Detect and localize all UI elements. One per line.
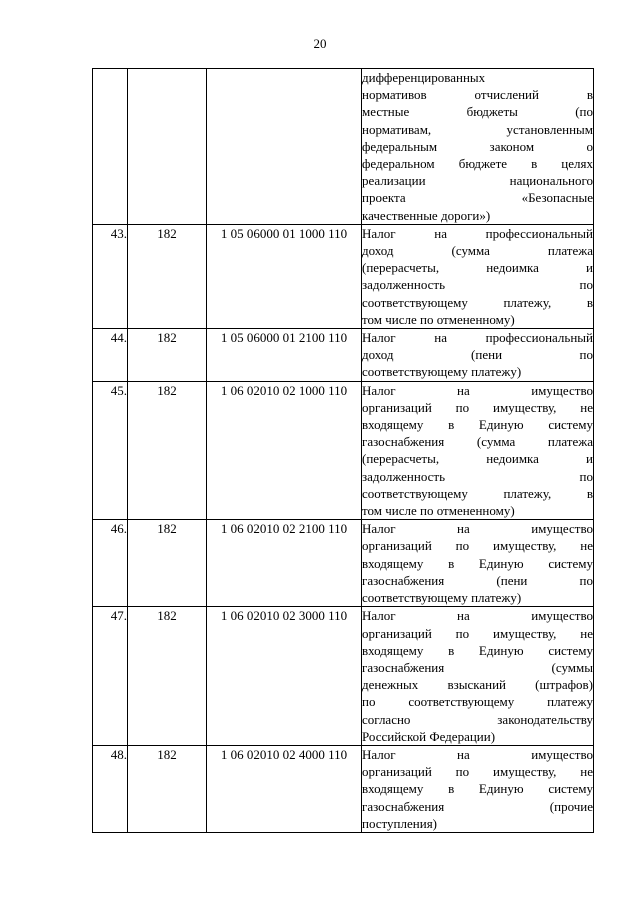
income-name-line: федеральным законом о: [362, 138, 593, 154]
page-number: 20: [313, 36, 327, 51]
income-name-line: проекта «Безопасные: [362, 190, 593, 206]
budget-classification-code-cell: 1 06 02010 02 4000 110: [207, 745, 362, 832]
budget-classification-code-cell: 1 05 06000 01 2100 110: [207, 329, 362, 382]
income-name-line: согласно законодательству: [362, 711, 593, 727]
income-name-line: (перерасчеты, недоимка и: [362, 451, 593, 467]
income-name-line: федеральном бюджете в целях: [362, 156, 593, 172]
income-name-line: организаций по имуществу, не: [362, 399, 593, 415]
income-name-line: входящему в Единую систему: [362, 781, 593, 797]
income-name-line: Российской Федерации): [362, 728, 496, 744]
income-name-line: денежных взысканий (штрафов): [362, 677, 593, 693]
income-name-line: газоснабжения (пени по: [362, 572, 593, 588]
row-number-cell: 44.: [93, 329, 128, 382]
income-name-line: (перерасчеты, недоимка и: [362, 260, 593, 276]
budget-classification-code-cell: 1 06 02010 02 3000 110: [207, 607, 362, 746]
income-name-line: организаций по имуществу, не: [362, 625, 593, 641]
administrator-code-cell: 182: [128, 381, 207, 520]
row-number-cell: 48.: [93, 745, 128, 832]
administrator-code-cell: [128, 69, 207, 225]
income-name-line: соответствующему платежу): [362, 364, 522, 380]
income-name-line: задолженность по: [362, 468, 593, 484]
income-name-line: Налог на имущество: [362, 608, 593, 624]
table-row: [93, 607, 594, 746]
income-name-line: Налог на профессиональный: [362, 330, 593, 346]
income-name-line: нормативам, установленным: [362, 121, 593, 137]
table-row: [93, 381, 594, 520]
income-name-cell: [362, 69, 594, 225]
row-number-cell: 47.: [93, 607, 128, 746]
table-row: [93, 329, 594, 382]
budget-classification-code-cell: 1 06 02010 02 2100 110: [207, 520, 362, 607]
table-row: [93, 745, 594, 832]
income-name-line: том числе по отмененному): [362, 311, 515, 327]
administrator-code-cell: 182: [128, 520, 207, 607]
income-name-line: по соответствующему платежу: [362, 694, 593, 710]
income-name-line: газоснабжения (прочие: [362, 798, 593, 814]
budget-classification-code-cell: 1 05 06000 01 1000 110: [207, 224, 362, 328]
income-name-line: доход (пени по: [362, 347, 593, 363]
income-name-line: соответствующему платежу): [362, 590, 522, 606]
income-name-line: дифференцированных: [362, 70, 486, 85]
budget-classification-code-cell: 1 06 02010 02 1000 110: [207, 381, 362, 520]
table-row: [93, 520, 594, 607]
row-number-cell: 46.: [93, 520, 128, 607]
row-number-cell: 43.: [93, 224, 128, 328]
income-name-line: организаций по имуществу, не: [362, 538, 593, 554]
table-row: [93, 224, 594, 328]
administrator-code-cell: 182: [128, 745, 207, 832]
administrator-code-cell: 182: [128, 607, 207, 746]
row-number-cell: 45.: [93, 381, 128, 520]
income-name-line: задолженность по: [362, 277, 593, 293]
income-name-cell: [362, 745, 594, 832]
income-name-cell: [362, 329, 594, 382]
table-row: [93, 69, 594, 225]
row-number-cell: [93, 69, 128, 225]
income-name-line: Налог на имущество: [362, 746, 593, 762]
income-name-line: Налог на имущество: [362, 521, 593, 537]
income-name-line: Налог на имущество: [362, 382, 593, 398]
income-name-line: входящему в Единую систему: [362, 555, 593, 571]
administrator-code-cell: 182: [128, 224, 207, 328]
income-name-line: нормативов отчислений в: [362, 87, 593, 103]
income-name-line: поступления): [362, 815, 437, 831]
table-body: [93, 69, 594, 833]
income-name-line: соответствующему платежу, в: [362, 485, 593, 501]
income-name-line: Налог на профессиональный: [362, 225, 593, 241]
income-name-line: доход (сумма платежа: [362, 243, 593, 259]
income-codes-table: [92, 68, 594, 833]
income-name-cell: [362, 607, 594, 746]
income-name-cell: [362, 224, 594, 328]
income-name-cell: [362, 520, 594, 607]
income-name-line: входящему в Единую систему: [362, 417, 593, 433]
income-name-line: реализации национального: [362, 173, 593, 189]
income-name-line: соответствующему платежу, в: [362, 294, 593, 310]
income-name-line: входящему в Единую систему: [362, 642, 593, 658]
administrator-code-cell: 182: [128, 329, 207, 382]
income-name-line: том числе по отмененному): [362, 503, 515, 519]
income-name-cell: [362, 381, 594, 520]
income-name-line: местные бюджеты (по: [362, 104, 593, 120]
budget-classification-code-cell: [207, 69, 362, 225]
income-name-line: качественные дороги»): [362, 207, 491, 223]
income-name-line: газоснабжения (суммы: [362, 659, 593, 675]
income-name-line: организаций по имуществу, не: [362, 764, 593, 780]
income-name-line: газоснабжения (сумма платежа: [362, 434, 593, 450]
